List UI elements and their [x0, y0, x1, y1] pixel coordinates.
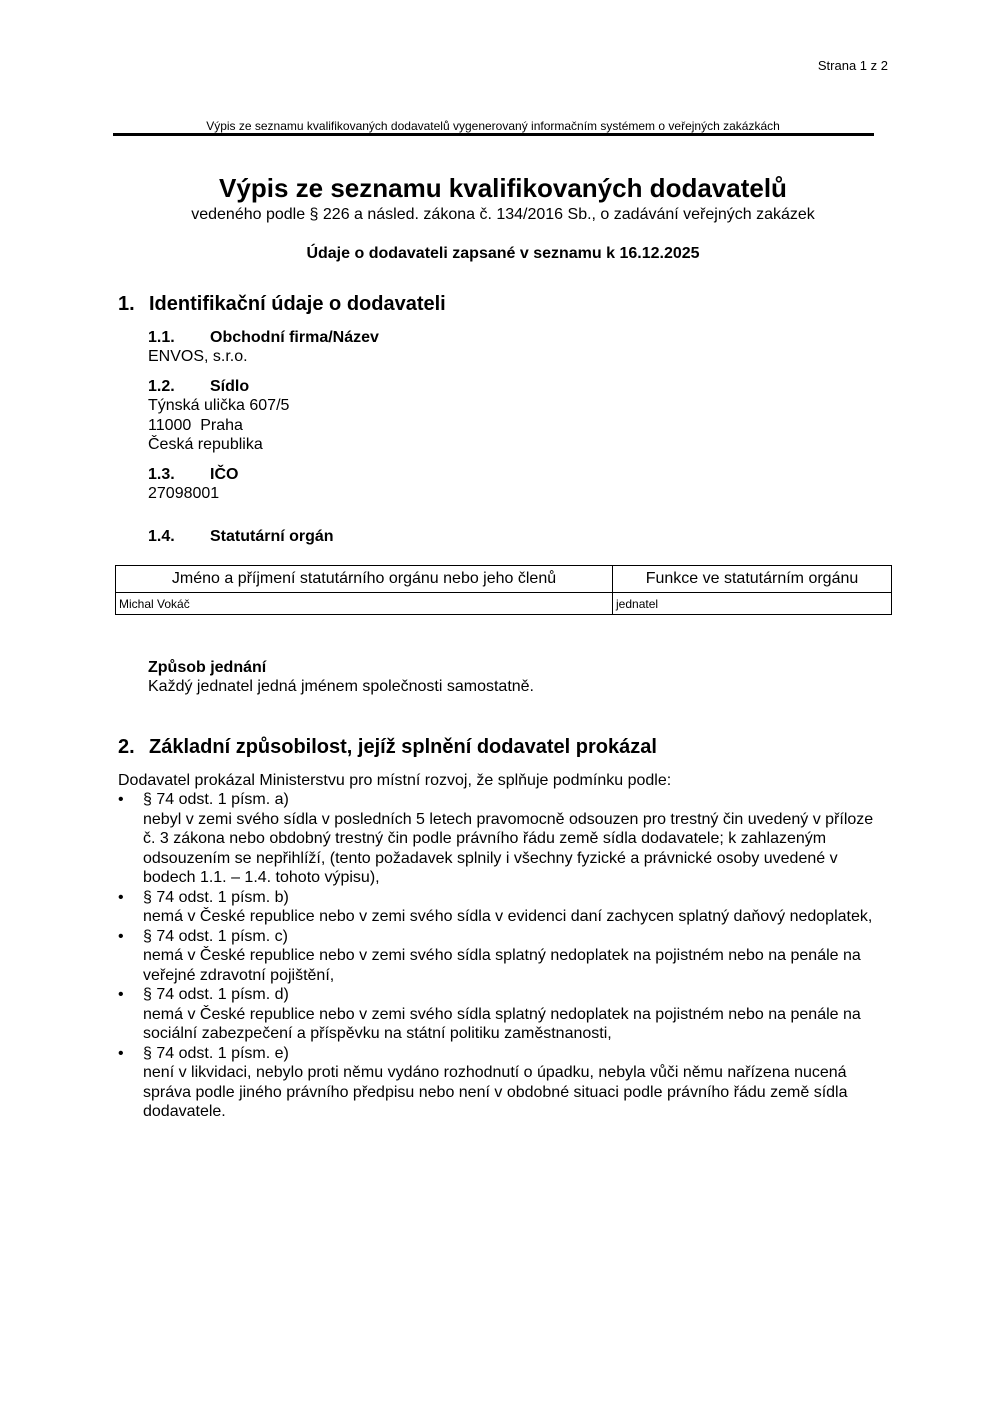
criterion-ref: § 74 odst. 1 písm. b): [143, 888, 289, 906]
company-name: ENVOS, s.r.o.: [148, 348, 248, 365]
subsection-label: Sídlo: [210, 378, 250, 395]
subsection-number: 1.3.: [148, 466, 175, 483]
criteria-list: [118, 790, 878, 1122]
document-subtitle: vedeného podle § 226 a násled. zákona č. 134/2016 Sb., o zadávání veřejných zakázek: [191, 206, 815, 223]
bullet-icon: •: [118, 1044, 124, 1062]
table-row: [116, 593, 892, 615]
cell-member-name: Michal Vokáč: [116, 593, 613, 615]
subsection-label: Statutární orgán: [210, 528, 334, 545]
subsection-number: 1.1.: [148, 329, 175, 346]
section-1-heading: [118, 291, 446, 317]
criterion-text: nemá v České republice nebo v zemi svého sídla splatný nedoplatek na pojistném nebo na penále na veřejné zdravotní pojištění,: [143, 947, 861, 984]
bullet-icon: •: [118, 927, 124, 945]
statutory-table: [115, 565, 892, 615]
criterion-text: nemá v České republice nebo v zemi svého sídla splatný nedoplatek na pojistném nebo na penále na sociální zabezpečení a příspěvku na státní politiku zaměstnanosti,: [143, 1005, 861, 1042]
page-number: Strana 1 z 2: [817, 58, 888, 73]
bullet-icon: •: [118, 791, 124, 808]
document-title: Výpis ze seznamu kvalifikovaných dodavatelů: [219, 173, 787, 203]
criterion-ref: § 74 odst. 1 písm. d): [143, 986, 289, 1003]
statutory-heading: [148, 527, 334, 547]
acting-value: Každý jednatel jedná jménem společnosti samostatně.: [148, 678, 534, 695]
bullet-icon: •: [118, 986, 124, 1003]
subsection-label: IČO: [210, 466, 239, 483]
criterion-ref: § 74 odst. 1 písm. e): [143, 1044, 289, 1062]
section-number: 1.: [118, 293, 135, 315]
acting-heading: Způsob jednání: [148, 659, 267, 676]
bullet-icon: •: [118, 888, 124, 906]
section-title: Základní způsobilost, jejíž splnění dodavatel prokázal: [149, 736, 657, 758]
criterion-text: nemá v České republice nebo v zemi svého sídla v evidenci daní zachycen splatný daňový nedoplatek,: [143, 908, 873, 925]
seat-heading: [148, 377, 249, 397]
subsection-number: 1.2.: [148, 378, 175, 395]
ico-value: 27098001: [148, 485, 220, 502]
criterion-text: není v likvidaci, nebylo proti němu vydáno rozhodnutí o úpadku, nebyla vůči němu nařízena nucená správa podle jiného právního předpisu nebo není v obdobné situaci podle právního řádu země sídla dodavatele.: [143, 1064, 848, 1120]
criterion-ref: § 74 odst. 1 písm. c): [143, 927, 288, 945]
list-item: [118, 1044, 878, 1122]
section-title: Identifikační údaje o dodavateli: [149, 293, 446, 315]
criterion-text: nebyl v zemi svého sídla v posledních 5 letech pravomocně odsouzen pro trestný čin uvedený v příloze č. 3 zákona nebo obdobný trestný čin podle právního řádu země sídla dodavatele; k zahlazeným odsouzením se nepřihlíží, (tento požadavek splnily i všechny fyzické a právnické osoby uvedené v bodech 1.1. – 1.4. tohoto výpisu),: [143, 810, 874, 886]
list-item: [118, 790, 878, 888]
cell-member-function: jednatel: [613, 593, 892, 615]
header-rule: [113, 133, 874, 136]
ico-heading: [148, 465, 238, 485]
column-header-function: Funkce ve statutárním orgánu: [613, 566, 892, 593]
subsection-label: Obchodní firma/Název: [210, 329, 379, 346]
list-item: [118, 927, 878, 986]
seat-country: Česká republika: [148, 436, 263, 453]
running-header: Výpis ze seznamu kvalifikovaných dodavatelů vygenerovaný informačním systémem o veřejných zakázkách: [206, 119, 780, 133]
list-item: [118, 888, 878, 927]
section-number: 2.: [118, 736, 135, 758]
seat-street: Týnská ulička 607/5: [148, 397, 290, 414]
list-item: [118, 985, 878, 1044]
table-header-row: [116, 566, 892, 593]
column-header-name: Jméno a příjmení statutárního orgánu nebo jeho členů: [116, 566, 613, 593]
criterion-ref: § 74 odst. 1 písm. a): [143, 791, 289, 808]
section-2-intro: Dodavatel prokázal Ministerstvu pro místní rozvoj, že splňuje podmínku podle:: [118, 772, 672, 789]
section-2-heading: [118, 734, 657, 760]
company-heading: [148, 328, 379, 348]
seat-city: 11000 Praha: [148, 417, 243, 434]
subsection-number: 1.4.: [148, 528, 175, 545]
document-date-line: Údaje o dodavateli zapsané v seznamu k 16.12.2025: [306, 245, 700, 262]
